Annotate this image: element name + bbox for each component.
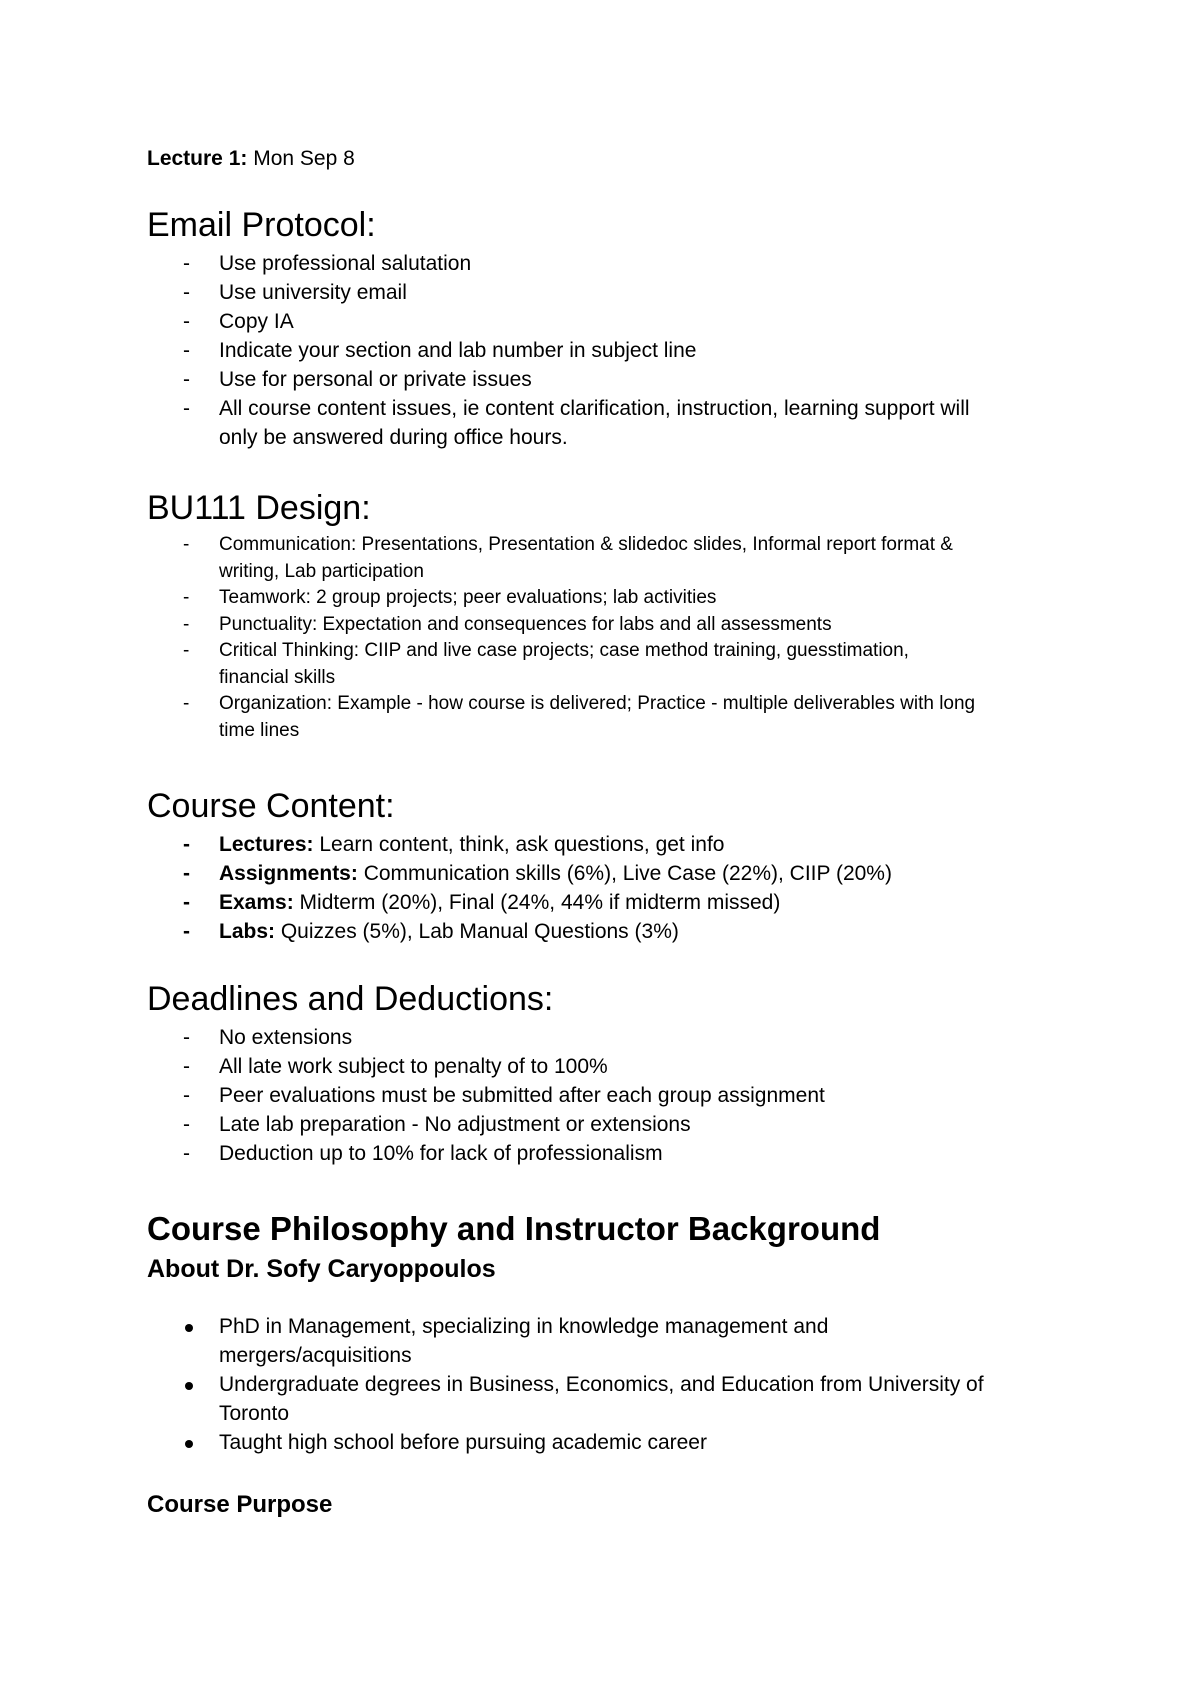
list-item: - Lectures: Learn content, think, ask questions, get info: [147, 830, 1047, 859]
list-item: - Punctuality: Expectation and consequences for labs and all assessments: [147, 612, 1047, 639]
dash-marker: -: [183, 368, 190, 391]
email-protocol-heading: Email Protocol:: [147, 206, 376, 244]
bullet-icon: [185, 1324, 193, 1332]
dash-marker: -: [183, 640, 190, 661]
list-item: PhD in Management, specializing in knowledge management and mergers/acquisitions: [147, 1312, 1047, 1370]
list-item: Taught high school before pursuing academic career: [147, 1428, 1047, 1457]
list-item: - Use for personal or private issues: [147, 365, 1047, 394]
dash-marker: -: [183, 862, 190, 885]
design-list: [147, 532, 1047, 744]
list-item: - Copy IA: [147, 307, 1047, 336]
list-item: - All late work subject to penalty of to 100%: [147, 1052, 1047, 1081]
bullet-icon: [185, 1382, 193, 1390]
bullet-icon: [185, 1440, 193, 1448]
course-content-list: [147, 830, 1047, 946]
dash-marker: -: [183, 613, 190, 635]
course-purpose-heading: Course Purpose: [147, 1491, 333, 1518]
dash-marker: -: [183, 252, 190, 275]
dash-marker: -: [183, 397, 190, 420]
course-content-heading: Course Content:: [147, 787, 395, 825]
list-item: - Labs: Quizzes (5%), Lab Manual Questions (3%): [147, 917, 1047, 946]
dash-marker: -: [183, 833, 190, 856]
dash-marker: -: [183, 891, 190, 914]
list-item: - Use professional salutation: [147, 249, 1047, 278]
dash-marker: -: [183, 1084, 190, 1107]
philosophy-heading: Course Philosophy and Instructor Background: [147, 1210, 881, 1247]
dash-marker: -: [183, 920, 190, 943]
dash-marker: -: [183, 534, 190, 555]
design-heading: BU111 Design:: [147, 489, 371, 527]
list-item: - Deduction up to 10% for lack of professionalism: [147, 1139, 1047, 1168]
dash-marker: -: [183, 310, 190, 333]
list-item: - Exams: Midterm (20%), Final (24%, 44% if midterm missed): [147, 888, 1047, 917]
list-item: - Indicate your section and lab number in subject line: [147, 336, 1047, 365]
list-item: Undergraduate degrees in Business, Economics, and Education from University of Toronto: [147, 1370, 1047, 1428]
list-item: - All course content issues, ie content clarification, instruction, learning support will only be answered during office hours.: [147, 394, 1047, 452]
list-item: - Teamwork: 2 group projects; peer evaluations; lab activities: [147, 585, 1047, 612]
dash-marker: -: [183, 587, 190, 608]
list-item: - Organization: Example - how course is delivered; Practice - multiple deliverables with long time lines: [183, 693, 976, 741]
list-item: - Late lab preparation - No adjustment or extensions: [147, 1110, 1047, 1139]
deadlines-heading: Deadlines and Deductions:: [147, 980, 554, 1018]
dash-marker: -: [183, 281, 190, 304]
instructor-subheading: About Dr. Sofy Caryoppoulos: [147, 1255, 496, 1283]
list-item: - No extensions: [147, 1023, 1047, 1052]
dash-marker: -: [183, 1113, 190, 1136]
lecture-label: Lecture 1:: [147, 147, 248, 170]
list-item: - Assignments: Communication skills (6%), Live Case (22%), CIIP (20%): [147, 859, 1047, 888]
dash-marker: -: [183, 1026, 190, 1049]
dash-marker: -: [183, 339, 190, 362]
lecture-date: Mon Sep 8: [253, 147, 355, 170]
dash-marker: -: [183, 1142, 190, 1165]
list-item: - Critical Thinking: CIIP and live case projects; case method training, guesstimation, financial skills: [183, 640, 909, 688]
instructor-list: [147, 1312, 1047, 1457]
dash-marker: -: [183, 693, 190, 714]
email-protocol-list: [147, 249, 1047, 452]
list-item: - Use university email: [147, 278, 1047, 307]
deadlines-list: [147, 1023, 1047, 1168]
list-item: - Communication: Presentations, Presentation & slidedoc slides, Informal report format & writing, Lab participation: [183, 534, 953, 582]
lecture-line: [147, 145, 355, 173]
list-item: - Peer evaluations must be submitted after each group assignment: [147, 1081, 1047, 1110]
dash-marker: -: [183, 1055, 190, 1078]
